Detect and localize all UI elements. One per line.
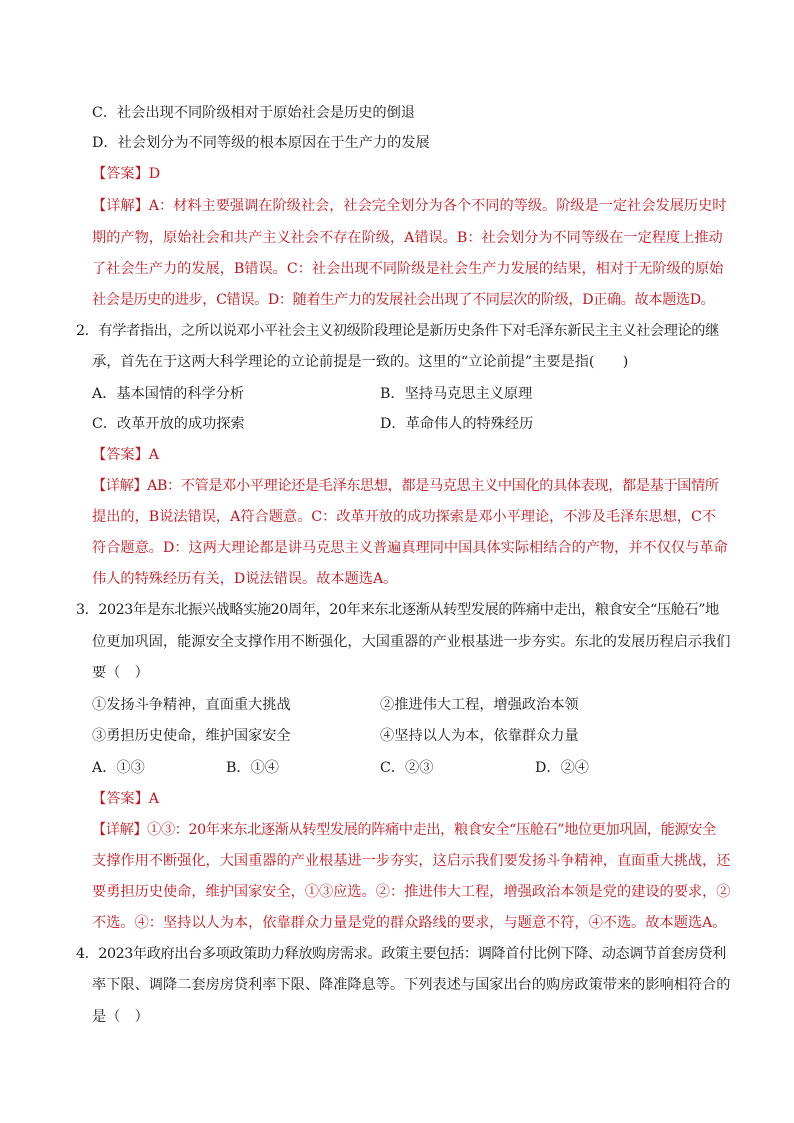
q2-detail-line-3: 符合题意。D：这两大理论都是讲马克思主义普遍真理同中国具体实际相结合的产物，并不仅仅与革命 [92,540,728,556]
q4-stem-line-3: 是（ ） [92,1009,149,1025]
q1-option-c: C．社会出现不同阶级相对于原始社会是历史的倒退 [92,105,415,121]
q3-item-2: ②推进伟大工程，增强政治本领 [380,697,579,713]
q2-option-a: A．基本国情的科学分析 [92,386,245,402]
q4-stem-line-1: 4．2023年政府出台多项政策助力释放购房需求。政策主要包括：调降首付比例下降、动态调节首套房贷利 [76,946,726,962]
q1-answer: 【答案】D [92,166,161,182]
q3-detail-line-1: 【详解】①③：20年来东北逐渐从转型发展的阵痛中走出，粮食安全“压舱石”地位更加巩固，能源安全 [92,822,716,838]
q2-option-b: B．坚持马克思主义原理 [380,386,533,402]
q3-item-3: ③勇担历史使命，维护国家安全 [92,728,291,744]
q3-item-4: ④坚持以人为本，依靠群众力量 [380,728,579,744]
q1-detail-line-3: 了社会生产力的发展，B错误。C：社会出现不同阶级是社会生产力发展的结果，相对于无阶级的原始 [92,261,724,277]
q3-option-a: A．①③ [92,760,145,776]
q3-option-b: B．①④ [226,760,279,776]
q1-detail-line-1: 【详解】A：材料主要强调在阶级社会，社会完全划分为各个不同的等级。阶级是一定社会发展历史时 [92,198,727,214]
q1-detail-line-4: 社会是历史的进步，C错误。D：随着生产力的发展社会出现了不同层次的阶级，D正确。故本题选D。 [92,292,715,308]
q3-option-c: C．②③ [380,760,434,776]
q2-detail-line-4: 伟人的特殊经历有关，D说法错误。故本题选A。 [92,571,398,587]
q3-stem-line-3: 要（ ） [92,665,149,681]
q3-stem-line-1: 3．2023年是东北振兴战略实施20周年，20年来东北逐渐从转型发展的阵痛中走出，粮食安全“压舱石”地 [76,602,719,618]
q3-stem-line-2: 位更加巩固，能源安全支撑作用不断强化，大国重器的产业根基进一步夯实。东北的发展历程启示我们 [92,634,731,650]
q3-item-1: ①发扬斗争精神，直面重大挑战 [92,697,291,713]
q1-option-d: D．社会划分为不同等级的根本原因在于生产力的发展 [92,135,430,151]
q2-detail-line-2: 提出的，B说法错误，A符合题意。C：改革开放的成功探索是邓小平理论，不涉及毛泽东思想，C不 [92,509,717,525]
q2-stem-line-1: 2．有学者指出，之所以说邓小平社会主义初级阶段理论是新历史条件下对毛泽东新民主主义社会理论的继 [76,323,719,339]
q3-option-d: D．②④ [535,760,589,776]
q3-answer: 【答案】A [92,791,159,807]
q2-answer: 【答案】A [92,447,159,463]
q2-stem-line-2: 承，首先在于这两大科学理论的立论前提是一致的。这里的“立论前提”主要是指( ) [92,354,629,370]
q3-detail-line-2: 支撑作用不断强化，大国重器的产业根基进一步夯实，这启示我们要发扬斗争精神，直面重大挑战，还 [92,853,731,869]
q3-detail-line-4: 不选。④：坚持以人为本，依靠群众力量是党的群众路线的要求，与题意不符，④不选。故本题选A。 [92,915,727,931]
q2-detail-line-1: 【详解】AB：不管是邓小平理论还是毛泽东思想，都是马克思主义中国化的具体表现，都是基于国情所 [92,478,719,494]
q4-stem-line-2: 率下限、调降二套房房贷利率下限、降准降息等。下列表述与国家出台的购房政策带来的影响相符合的 [92,977,731,993]
q1-detail-line-2: 期的产物，原始社会和共产主义社会不存在阶级，A错误。B：社会划分为不同等级在一定程度上推动 [92,230,723,246]
q2-option-d: D．革命伟人的特殊经历 [380,416,534,432]
q2-option-c: C．改革开放的成功探索 [92,416,245,432]
q3-detail-line-3: 要勇担历史使命，维护国家安全，①③应选。②：推进伟大工程，增强政治本领是党的建设的要求，② [92,884,731,900]
